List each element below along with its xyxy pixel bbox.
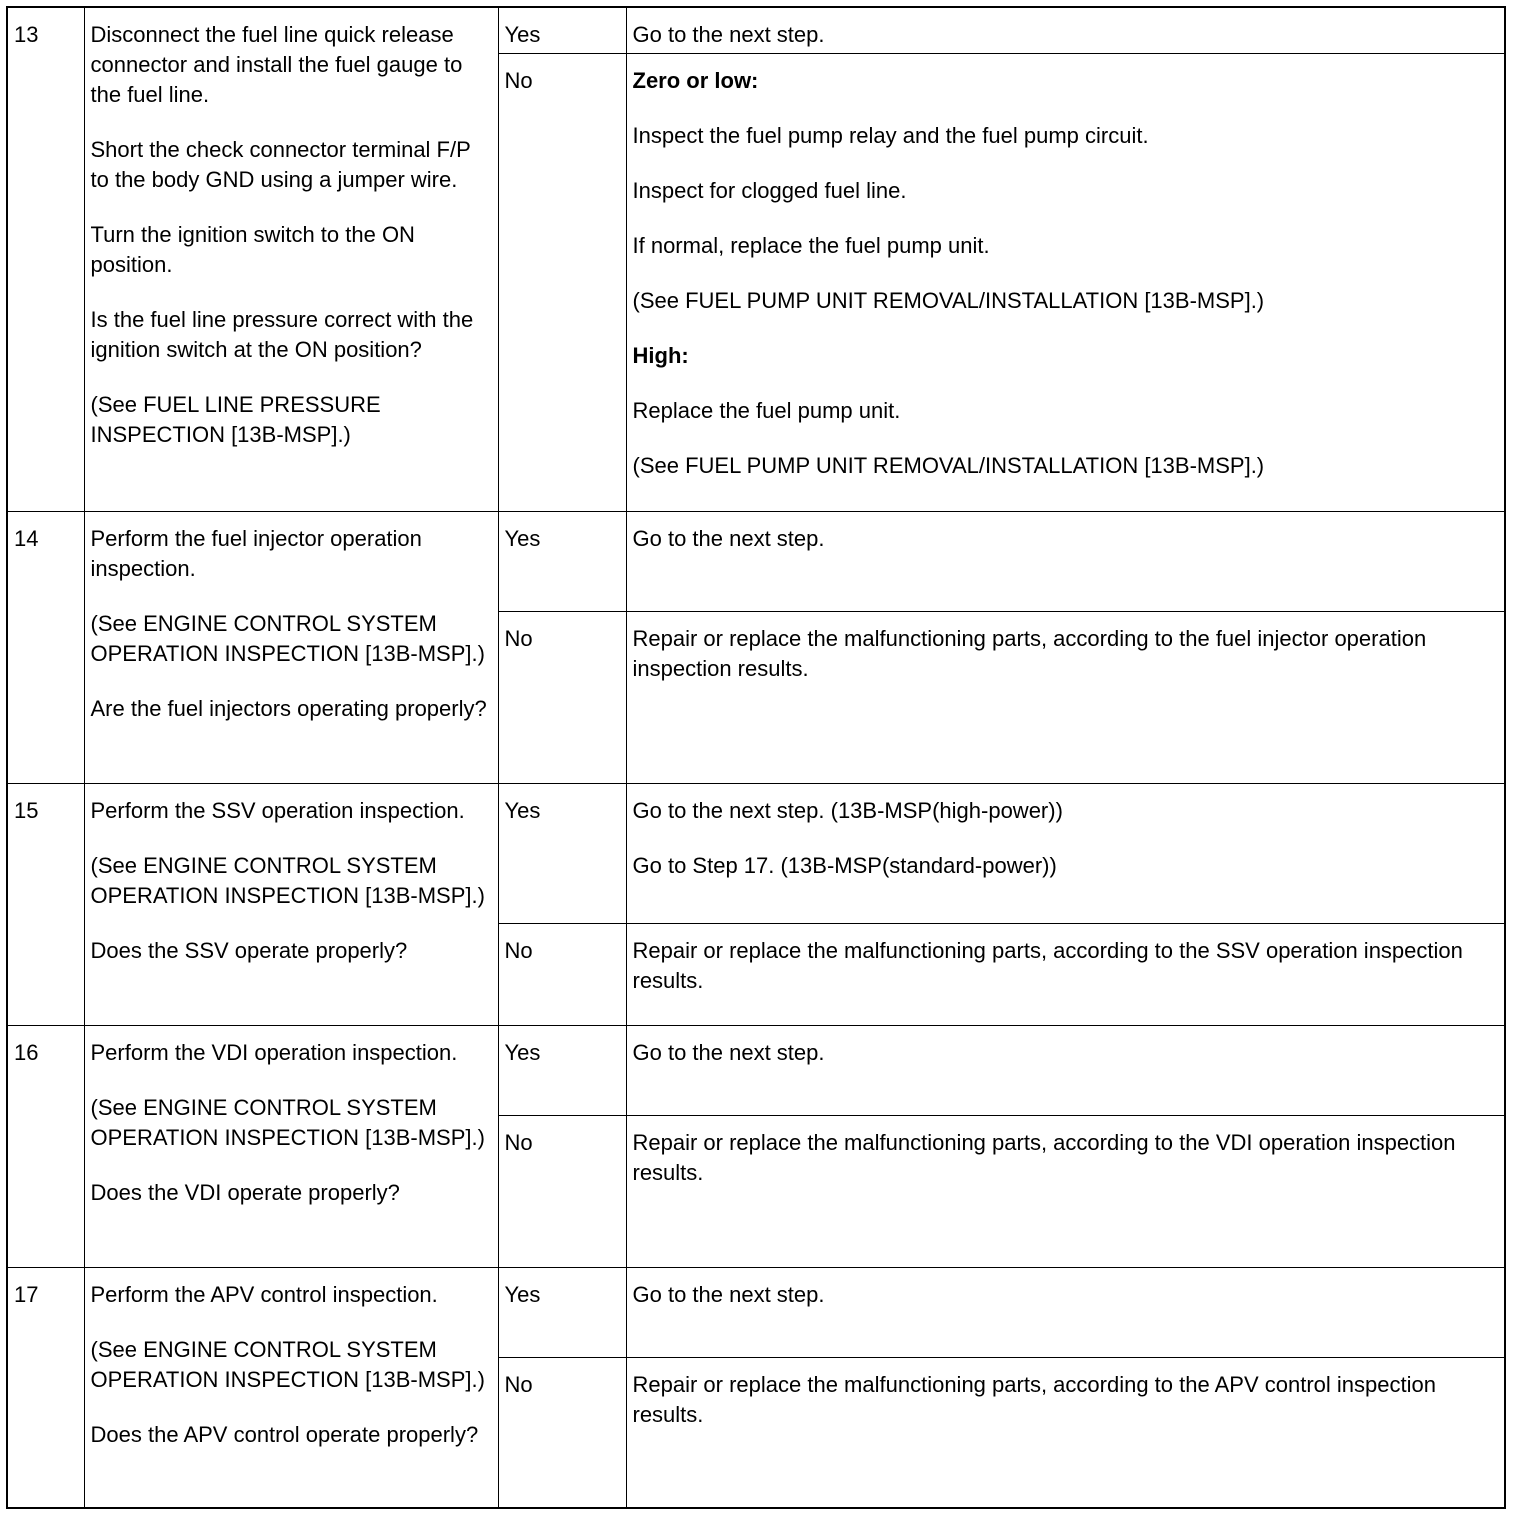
no-result <box>626 923 1504 1025</box>
result-text: Inspect for clogged fuel line. <box>632 177 907 203</box>
action-text: Does the APV control operate properly? <box>90 1421 479 1447</box>
no-result <box>626 53 1504 511</box>
table-row <box>8 783 1504 923</box>
result-text: Go to the next step. <box>632 22 825 47</box>
action-text: (See ENGINE CONTROL SYSTEM OPERATION INSPECTION [13B-MSP].) <box>90 610 485 666</box>
action-text: Is the fuel line pressure correct with the ignition switch at the ON position? <box>90 307 474 362</box>
result-text: Go to the next step. <box>632 525 825 551</box>
yes-result <box>626 1267 1504 1357</box>
result-text: (See FUEL PUMP UNIT REMOVAL/INSTALLATION [13B-MSP].) <box>632 287 1265 313</box>
action-text: Perform the fuel injector operation inspection. <box>90 525 422 581</box>
step-action <box>84 8 498 511</box>
action-text: Are the fuel injectors operating properly? <box>90 695 487 721</box>
table-row <box>8 511 1504 611</box>
step-number: 14 <box>8 511 84 783</box>
result-text: (See FUEL PUMP UNIT REMOVAL/INSTALLATION [13B-MSP].) <box>632 452 1265 478</box>
action-text: (See FUEL LINE PRESSURE INSPECTION [13B-MSP].) <box>90 392 381 447</box>
no-result <box>626 1357 1504 1507</box>
step-number: 15 <box>8 783 84 1025</box>
result-text: If normal, replace the fuel pump unit. <box>632 232 990 258</box>
yes-result <box>626 511 1504 611</box>
yes-label: Yes <box>498 511 626 611</box>
result-text: Repair or replace the malfunctioning parts, according to the fuel injector operation inspection results. <box>632 625 1427 681</box>
action-text: (See ENGINE CONTROL SYSTEM OPERATION INSPECTION [13B-MSP].) <box>90 1094 485 1150</box>
step-number: 17 <box>8 1267 84 1507</box>
action-text: Does the SSV operate properly? <box>90 937 408 963</box>
yes-result <box>626 783 1504 923</box>
result-text: Go to Step 17. (13B-MSP(standard-power)) <box>632 852 1057 878</box>
result-text: Go to the next step. (13B-MSP(high-power)) <box>632 797 1063 823</box>
action-text: (See ENGINE CONTROL SYSTEM OPERATION INSPECTION [13B-MSP].) <box>90 1336 485 1392</box>
step-number: 13 <box>8 8 84 511</box>
yes-result <box>626 1025 1504 1115</box>
result-text: Go to the next step. <box>632 1281 825 1307</box>
yes-label: Yes <box>498 1267 626 1357</box>
action-text: Perform the VDI operation inspection. <box>90 1039 458 1065</box>
no-label: No <box>498 923 626 1025</box>
step-number: 16 <box>8 1025 84 1267</box>
result-text: Repair or replace the malfunctioning parts, according to the APV control inspection results. <box>632 1371 1436 1427</box>
no-result <box>626 611 1504 783</box>
no-label: No <box>498 53 626 511</box>
no-label: No <box>498 611 626 783</box>
result-heading: Zero or low: <box>632 67 759 93</box>
table-row <box>8 8 1504 53</box>
action-text: Does the VDI operate properly? <box>90 1179 400 1205</box>
action-text: Perform the APV control inspection. <box>90 1281 438 1307</box>
no-label: No <box>498 1115 626 1267</box>
result-text: Go to the next step. <box>632 1039 825 1065</box>
step-action <box>84 1025 498 1267</box>
result-text: Repair or replace the malfunctioning parts, according to the SSV operation inspection results. <box>632 937 1463 993</box>
action-text: Perform the SSV operation inspection. <box>90 797 465 823</box>
no-label: No <box>498 1357 626 1507</box>
yes-label: Yes <box>498 1025 626 1115</box>
action-text: Disconnect the fuel line quick release connector and install the fuel gauge to the fuel line. <box>90 22 463 107</box>
troubleshooting-table-frame <box>6 6 1506 1509</box>
yes-label: Yes <box>498 8 626 53</box>
step-action <box>84 783 498 1025</box>
result-text: Inspect the fuel pump relay and the fuel pump circuit. <box>632 122 1149 148</box>
action-text: (See ENGINE CONTROL SYSTEM OPERATION INSPECTION [13B-MSP].) <box>90 852 485 908</box>
result-text: Repair or replace the malfunctioning parts, according to the VDI operation inspection results. <box>632 1129 1456 1185</box>
action-text: Turn the ignition switch to the ON position. <box>90 222 415 277</box>
yes-label: Yes <box>498 783 626 923</box>
no-result <box>626 1115 1504 1267</box>
yes-result <box>626 8 1504 53</box>
step-action <box>84 511 498 783</box>
table-row <box>8 1267 1504 1357</box>
result-heading: High: <box>632 342 689 368</box>
action-text: Short the check connector terminal F/P to the body GND using a jumper wire. <box>90 137 471 192</box>
step-action <box>84 1267 498 1507</box>
result-text: Replace the fuel pump unit. <box>632 397 901 423</box>
troubleshooting-table <box>8 8 1504 1508</box>
table-row <box>8 1025 1504 1115</box>
